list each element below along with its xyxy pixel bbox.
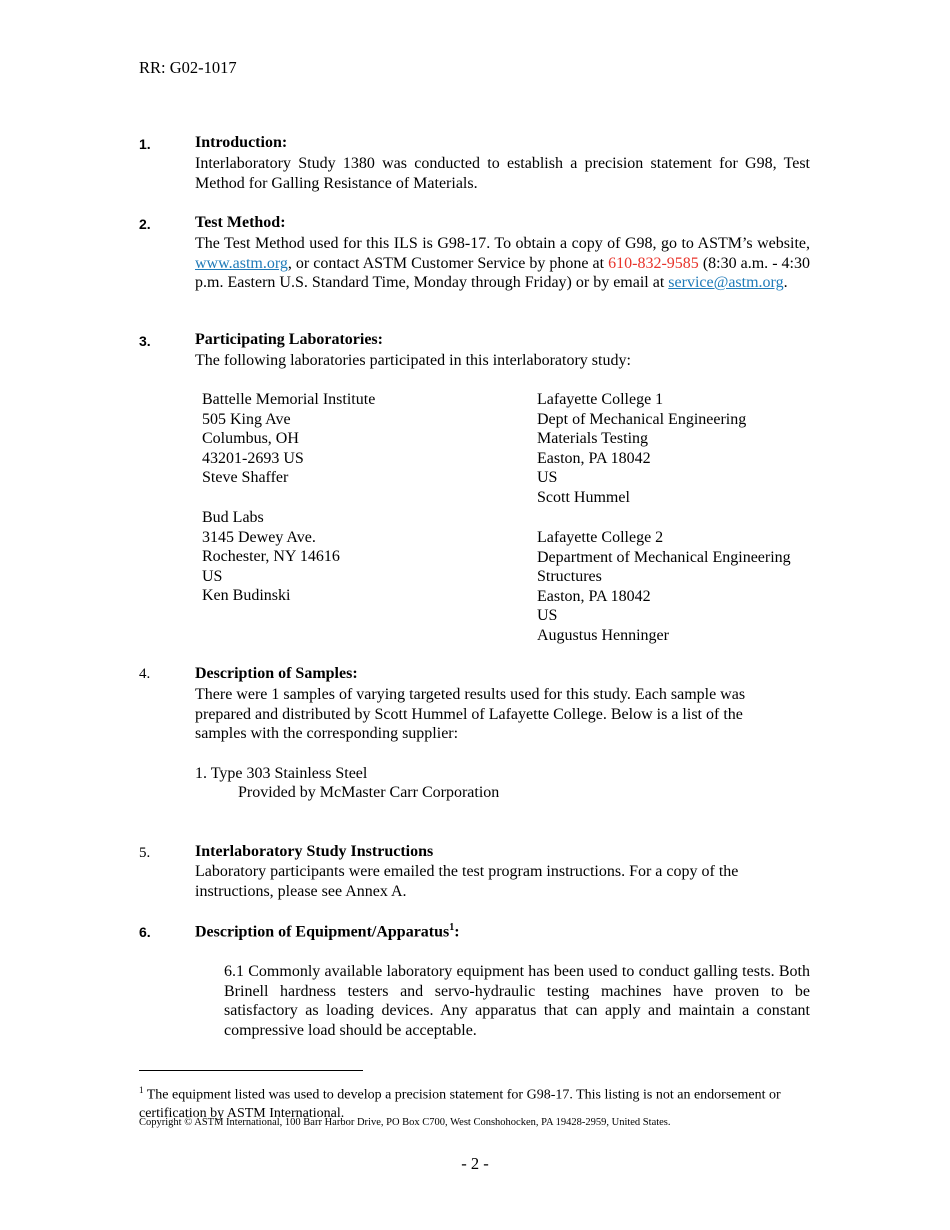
lab-lafayette-2: Lafayette College 2 Department of Mechanical Engineering Structures Easton, PA 18042 US Augustus Henninger	[537, 529, 791, 644]
document-id: RR: G02-1017	[139, 58, 237, 77]
copyright-notice: Copyright © ASTM International, 100 Barr Harbor Drive, PO Box C700, West Conshohocken, PA 19428-2959, United States.	[139, 1117, 671, 1128]
section-5-text: Laboratory participants were emailed the test program instructions. For a copy of the instructions, please see Annex A.	[195, 863, 739, 900]
lab-bud-labs: Bud Labs 3145 Dewey Ave. Rochester, NY 14616 US Ken Budinski	[202, 509, 340, 605]
section-4-title: Description of Samples:	[195, 665, 358, 682]
section-1-title: Introduction:	[195, 134, 288, 151]
section-3-title: Participating Laboratories:	[195, 331, 383, 348]
phone-number: 610-832-9585	[608, 254, 699, 272]
section-3-number: 3.	[139, 333, 151, 349]
page-number: - 2 -	[461, 1154, 489, 1173]
section-3-text: The following laboratories participated in this interlaboratory study:	[195, 352, 631, 369]
section-1-text: Interlaboratory Study 1380 was conducted to establish a precision statement for G98, Test Method for Galling Resistance of Materials.	[195, 155, 810, 192]
sample-supplier: Provided by McMaster Carr Corporation	[238, 784, 500, 801]
section-2-number: 2.	[139, 216, 151, 232]
section-4-number: 4.	[139, 666, 151, 682]
lab-battelle: Battelle Memorial Institute 505 King Ave Columbus, OH 43201-2693 US Steve Shaffer	[202, 391, 376, 487]
footnote-divider	[139, 1070, 363, 1071]
footnote-ref: 1	[449, 922, 455, 933]
section-5-title: Interlaboratory Study Instructions	[195, 843, 434, 860]
sample-item: 1. Type 303 Stainless Steel	[195, 765, 368, 782]
section-2-title: Test Method:	[195, 214, 286, 231]
lab-lafayette-1: Lafayette College 1 Dept of Mechanical Engineering Materials Testing Easton, PA 18042 US Scott Hummel	[537, 391, 747, 506]
section-6-text: 6.1 Commonly available laboratory equipment has been used to conduct galling tests. Both Brinell hardness testers and servo-hydraulic testing machines have proven to be satisfactory as loading devices. Any apparatus that can apply and maintain a constant compressive load should be acceptable.	[224, 963, 810, 1039]
section-5-number: 5.	[139, 845, 151, 861]
service-email-link[interactable]: service@astm.org	[668, 274, 784, 292]
section-6-number: 6.	[139, 924, 151, 940]
astm-website-link[interactable]: www.astm.org	[195, 254, 288, 272]
section-1-number: 1.	[139, 136, 151, 152]
section-2-text: The Test Method used for this ILS is G98-17. To obtain a copy of G98, go to ASTM’s website, www.astm.org, or contact ASTM Customer Service by phone at 610-832-9585 (8:30 a.m. - 4:30 p.m. Eastern U.S. Standard Time, Monday through Friday) or by email at service@astm.org.	[195, 235, 811, 292]
section-4-text: There were 1 samples of varying targeted results used for this study. Each sample was prepared and distributed by Scott Hummel of Lafayette College. Below is a list of the samples with the corresponding supplier:	[195, 686, 746, 743]
section-6-title: Description of Equipment/Apparatus$^1$:	[195, 922, 460, 941]
footnote: $^1$ The equipment listed was used to develop a precision statement for G98-17. This listing is not an endorsement or certification by ASTM International.	[139, 1085, 781, 1121]
